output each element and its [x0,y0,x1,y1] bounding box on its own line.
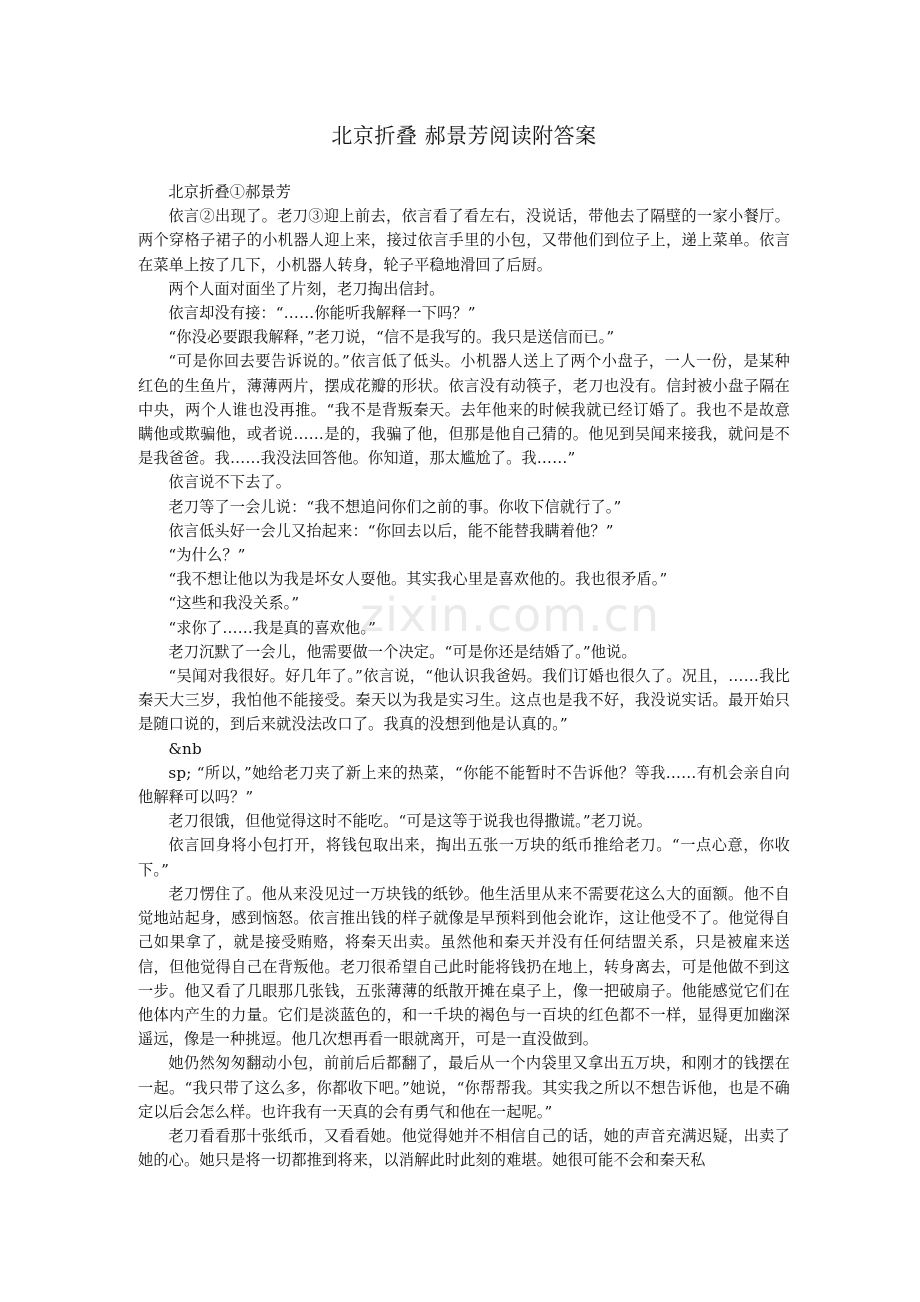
paragraph: 两个人面对面坐了片刻，老刀掏出信封。 [168,279,445,298]
paragraph: 老刀看看那十张纸币，又看看她。他觉得她并不相信自己的话，她的声音充满迟疑，出卖了她的心。她只是将一切都推到将来，以消解此时此刻的难堪。她很可能不会和秦天私 [138,1126,790,1170]
paragraph: 依言低头好一会儿又抬起来：“你回去以后，能不能替我瞒着他？” [168,521,614,540]
paragraph: 老刀很饿，但他觉得这时不能吃。“可是这等于说我也得撒谎。”老刀说。 [168,812,653,831]
paragraph: “为什么？” [168,546,246,565]
paragraph: “我不想让他以为我是坏女人耍他。其实我心里是喜欢他的。我也很矛盾。” [168,570,668,589]
paragraph: 老刀等了一会儿说：“我不想追问你们之前的事。你收下信就行了。” [168,497,622,516]
paragraph: 依言说不下去了。 [168,473,292,492]
paragraph: “可是你回去要告诉说的。”依言低了低头。小机器人送上了两个小盘子，一人一份，是某种红色的生鱼片，薄薄两片，摆成花瓣的形状。依言没有动筷子，老刀也没有。信封被小盘子隔在中央，两个人谁也没再推。“我不是背叛秦天。去年他来的时候我就已经订婚了。我也不是故意瞒他或欺骗他，或者说……是的，我骗了他，但那是他自己猜的。他见到吴闻来接我，就问是不是我爸爸。我……我没法回答他。你知道，那太尴尬了。我……” [138,352,790,468]
watermark: zixin.com.cn [360,588,661,642]
paragraph: 老刀愣住了。他从来没见过一万块钱的纸钞。他生活里从来不需要花这么大的面额。他不自觉地站起身，感到恼怒。依言推出钱的样子就像是早预料到他会讹诈，这让他受不了。他觉得自己如果拿了，就是接受贿赂，将秦天出卖。虽然他和秦天并没有任何结盟关系，只是被雇来送信，但他觉得自己在背叛他。老刀很希望自己此时能将钱扔在地上，转身离去，可是他做不到这一步。他又看了几眼那几张钱，五张薄薄的纸散开摊在桌子上，像一把破扇子。他能感觉它们在他体内产生的力量。它们是淡蓝色的，和一千块的褐色与一百块的红色都不一样，显得更加幽深遥远，像是一种挑逗。他几次想再看一眼就离开，可是一直没做到。 [138,884,790,1049]
document-title: 北京折叠 郝景芳阅读附答案 [331,124,597,148]
paragraph: 她仍然匆匆翻动小包，前前后后都翻了，最后从一个内袋里又拿出五万块，和刚才的钱摆在一起。“我只带了这么多，你都收下吧。”她说，“你帮帮我。其实我之所以不想告诉他，也是不确定以后会怎么样。也许我有一天真的会有勇气和他在一起呢。” [138,1054,790,1121]
paragraph: &nb [168,739,202,758]
paragraph: 依言回身将小包打开，将钱包取出来，掏出五张一万块的纸币推给老刀。“一点心意，你收下。” [138,836,790,879]
paragraph: “你没必要跟我解释，”老刀说，“信不是我写的。我只是送信而已。” [168,328,615,347]
paragraph: 老刀沉默了一会儿，他需要做一个决定。“可是你还是结婚了。”他说。 [168,642,637,661]
paragraph: 依言却没有接：“……你能听我解释一下吗？” [168,304,476,323]
paragraph: 依言②出现了。老刀③迎上前去，依言看了看左右，没说话，带他去了隔壁的一家小餐厅。两个穿格子裙子的小机器人迎上来，接过依言手里的小包，又带他们到位子上，递上菜单。依言在菜单上按了几下，小机器人转身，轮子平稳地滑回了后厨。 [138,207,790,274]
paragraph: sp; “所以，”她给老刀夹了新上来的热菜，“你能不能暂时不告诉他？等我……有机会亲自向他解释可以吗？” [138,763,790,807]
document-body [138,180,790,1172]
paragraph: “吴闻对我很好。好几年了。”依言说，“他认识我爸妈。我们订婚也很久了。况且，……我比秦天大三岁，我怕他不能接受。秦天以为我是实习生。这点也是我不好，我没说实话。最开始只是随口说的，到后来就没法改口了。我真的没想到他是认真的。” [138,667,790,734]
paragraph: 北京折叠①郝景芳 [168,183,292,201]
paragraph: “这些和我没关系。” [168,594,300,613]
paragraph: “求你了……我是真的喜欢他。” [168,618,377,637]
